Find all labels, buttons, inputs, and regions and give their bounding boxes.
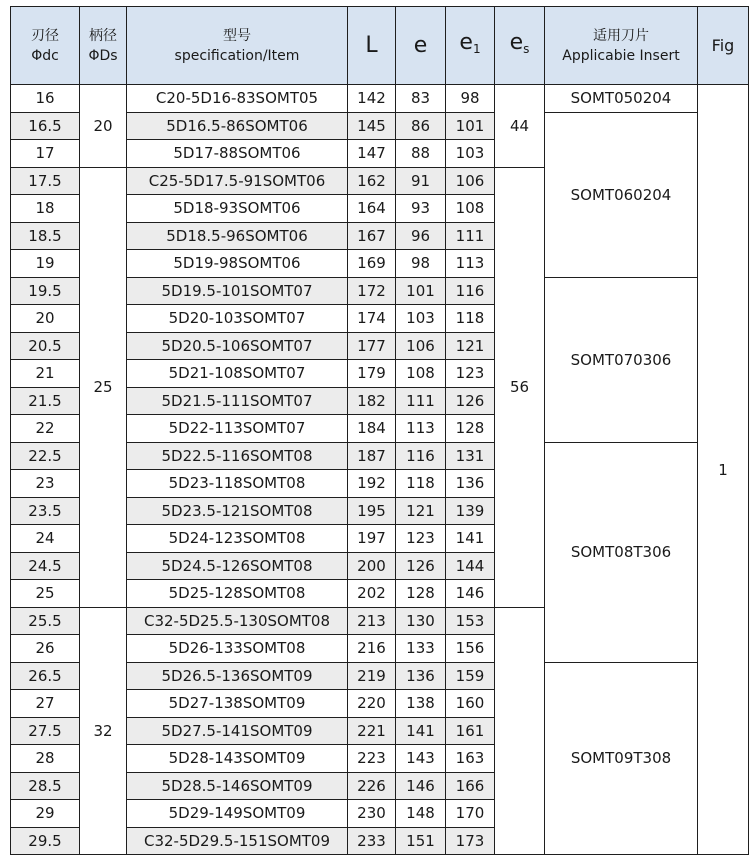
cell-specification: 5D22-113SOMT07 xyxy=(127,415,348,443)
cell-length: 179 xyxy=(348,360,396,388)
cell-e1: 161 xyxy=(446,717,495,745)
cell-e: 148 xyxy=(396,800,446,828)
cell-length: 187 xyxy=(348,442,396,470)
cell-e1: 160 xyxy=(446,690,495,718)
cell-specification: 5D29-149SOMT09 xyxy=(127,800,348,828)
cell-specification: 5D25-128SOMT08 xyxy=(127,580,348,608)
cell-length: 177 xyxy=(348,332,396,360)
cell-length: 200 xyxy=(348,552,396,580)
cell-cutting-diameter: 20.5 xyxy=(11,332,80,360)
cell-cutting-diameter: 27.5 xyxy=(11,717,80,745)
cell-length: 213 xyxy=(348,607,396,635)
cell-e1: 163 xyxy=(446,745,495,773)
cell-specification: 5D16.5-86SOMT06 xyxy=(127,112,348,140)
cell-e: 103 xyxy=(396,305,446,333)
cell-specification: 5D24.5-126SOMT08 xyxy=(127,552,348,580)
cell-cutting-diameter: 25 xyxy=(11,580,80,608)
cell-e1: 159 xyxy=(446,662,495,690)
header-es: $e_s$ xyxy=(495,7,545,85)
cell-e: 96 xyxy=(396,222,446,250)
cell-e: 126 xyxy=(396,552,446,580)
cell-cutting-diameter: 16.5 xyxy=(11,112,80,140)
cell-e: 116 xyxy=(396,442,446,470)
cell-e: 101 xyxy=(396,277,446,305)
cell-specification: 5D22.5-116SOMT08 xyxy=(127,442,348,470)
cell-e1: 121 xyxy=(446,332,495,360)
cell-applicable-insert: SOMT09T308 xyxy=(545,662,698,855)
table-header xyxy=(11,7,749,85)
cell-e1: 146 xyxy=(446,580,495,608)
cell-cutting-diameter: 17.5 xyxy=(11,167,80,195)
cell-e: 106 xyxy=(396,332,446,360)
cell-e1: 108 xyxy=(446,195,495,223)
header-specification: 型号 specification/Item xyxy=(127,7,348,85)
cell-specification: 5D28-143SOMT09 xyxy=(127,745,348,773)
cell-cutting-diameter: 26.5 xyxy=(11,662,80,690)
cell-e: 93 xyxy=(396,195,446,223)
cell-specification: C25-5D17.5-91SOMT06 xyxy=(127,167,348,195)
cell-specification: 5D19-98SOMT06 xyxy=(127,250,348,278)
cell-length: 145 xyxy=(348,112,396,140)
cell-es: 44 xyxy=(495,85,545,168)
cell-specification: 5D19.5-101SOMT07 xyxy=(127,277,348,305)
cell-cutting-diameter: 28.5 xyxy=(11,772,80,800)
cell-cutting-diameter: 19 xyxy=(11,250,80,278)
cell-e1: 123 xyxy=(446,360,495,388)
cell-cutting-diameter: 18 xyxy=(11,195,80,223)
cell-e: 151 xyxy=(396,827,446,855)
cell-es xyxy=(495,607,545,855)
cell-e: 83 xyxy=(396,85,446,113)
header-applicable-insert: 适用刀片 Applicabie Insert xyxy=(545,7,698,85)
cell-length: 219 xyxy=(348,662,396,690)
cell-cutting-diameter: 23.5 xyxy=(11,497,80,525)
cell-length: 174 xyxy=(348,305,396,333)
cell-length: 223 xyxy=(348,745,396,773)
cell-applicable-insert: SOMT070306 xyxy=(545,277,698,442)
cell-specification: 5D20.5-106SOMT07 xyxy=(127,332,348,360)
cell-e1: 139 xyxy=(446,497,495,525)
cell-specification: 5D23-118SOMT08 xyxy=(127,470,348,498)
cell-e1: 166 xyxy=(446,772,495,800)
cell-length: 147 xyxy=(348,140,396,168)
cell-cutting-diameter: 20 xyxy=(11,305,80,333)
cell-length: 226 xyxy=(348,772,396,800)
cell-length: 202 xyxy=(348,580,396,608)
cell-length: 197 xyxy=(348,525,396,553)
cell-length: 164 xyxy=(348,195,396,223)
header-shank-diameter: 柄径 ΦDs xyxy=(80,7,127,85)
cell-e1: 113 xyxy=(446,250,495,278)
cell-length: 192 xyxy=(348,470,396,498)
cell-length: 221 xyxy=(348,717,396,745)
cell-cutting-diameter: 28 xyxy=(11,745,80,773)
cell-e: 128 xyxy=(396,580,446,608)
cell-length: 220 xyxy=(348,690,396,718)
cell-specification: C32-5D29.5-151SOMT09 xyxy=(127,827,348,855)
cell-e1: 103 xyxy=(446,140,495,168)
cell-length: 142 xyxy=(348,85,396,113)
cell-e: 108 xyxy=(396,360,446,388)
cell-es: 56 xyxy=(495,167,545,607)
header-length: L xyxy=(348,7,396,85)
cell-e: 133 xyxy=(396,635,446,663)
cell-applicable-insert: SOMT050204 xyxy=(545,85,698,113)
cell-specification: 5D27-138SOMT09 xyxy=(127,690,348,718)
cell-e: 88 xyxy=(396,140,446,168)
cell-e1: 131 xyxy=(446,442,495,470)
cell-e1: 144 xyxy=(446,552,495,580)
cell-length: 182 xyxy=(348,387,396,415)
header-e1: $e_1$ xyxy=(446,7,495,85)
cell-cutting-diameter: 23 xyxy=(11,470,80,498)
cell-e1: 170 xyxy=(446,800,495,828)
table-row xyxy=(11,85,749,113)
cell-cutting-diameter: 21.5 xyxy=(11,387,80,415)
header-e: e xyxy=(396,7,446,85)
cell-shank-diameter: 25 xyxy=(80,167,127,607)
cell-specification: 5D21.5-111SOMT07 xyxy=(127,387,348,415)
cell-length: 230 xyxy=(348,800,396,828)
cell-e: 118 xyxy=(396,470,446,498)
cell-e1: 98 xyxy=(446,85,495,113)
cell-e1: 111 xyxy=(446,222,495,250)
cell-length: 195 xyxy=(348,497,396,525)
table-body xyxy=(11,85,749,855)
cell-cutting-diameter: 22 xyxy=(11,415,80,443)
cell-e1: 153 xyxy=(446,607,495,635)
cell-e: 98 xyxy=(396,250,446,278)
cell-e: 141 xyxy=(396,717,446,745)
cell-e: 111 xyxy=(396,387,446,415)
cell-e1: 101 xyxy=(446,112,495,140)
cell-specification: 5D20-103SOMT07 xyxy=(127,305,348,333)
cell-length: 167 xyxy=(348,222,396,250)
cell-e1: 106 xyxy=(446,167,495,195)
cell-cutting-diameter: 27 xyxy=(11,690,80,718)
cell-specification: 5D27.5-141SOMT09 xyxy=(127,717,348,745)
cell-e: 130 xyxy=(396,607,446,635)
spec-table xyxy=(10,6,749,855)
cell-applicable-insert: SOMT060204 xyxy=(545,112,698,277)
cell-cutting-diameter: 24.5 xyxy=(11,552,80,580)
cell-cutting-diameter: 17 xyxy=(11,140,80,168)
cell-specification: 5D17-88SOMT06 xyxy=(127,140,348,168)
cell-e: 86 xyxy=(396,112,446,140)
cell-cutting-diameter: 16 xyxy=(11,85,80,113)
cell-e1: 128 xyxy=(446,415,495,443)
cell-length: 184 xyxy=(348,415,396,443)
cell-applicable-insert: SOMT08T306 xyxy=(545,442,698,662)
cell-specification: 5D18-93SOMT06 xyxy=(127,195,348,223)
cell-e1: 156 xyxy=(446,635,495,663)
cell-specification: 5D23.5-121SOMT08 xyxy=(127,497,348,525)
cell-cutting-diameter: 21 xyxy=(11,360,80,388)
cell-shank-diameter: 20 xyxy=(80,85,127,168)
cell-specification: 5D18.5-96SOMT06 xyxy=(127,222,348,250)
cell-e: 113 xyxy=(396,415,446,443)
cell-e: 143 xyxy=(396,745,446,773)
cell-e1: 116 xyxy=(446,277,495,305)
cell-e: 146 xyxy=(396,772,446,800)
cell-cutting-diameter: 24 xyxy=(11,525,80,553)
cell-e1: 141 xyxy=(446,525,495,553)
cell-cutting-diameter: 18.5 xyxy=(11,222,80,250)
cell-length: 233 xyxy=(348,827,396,855)
cell-shank-diameter: 32 xyxy=(80,607,127,855)
cell-length: 172 xyxy=(348,277,396,305)
cell-length: 162 xyxy=(348,167,396,195)
cell-cutting-diameter: 29 xyxy=(11,800,80,828)
cell-e: 138 xyxy=(396,690,446,718)
cell-specification: C32-5D25.5-130SOMT08 xyxy=(127,607,348,635)
cell-cutting-diameter: 22.5 xyxy=(11,442,80,470)
cell-cutting-diameter: 25.5 xyxy=(11,607,80,635)
cell-cutting-diameter: 19.5 xyxy=(11,277,80,305)
header-fig: Fig xyxy=(698,7,749,85)
cell-length: 216 xyxy=(348,635,396,663)
cell-length: 169 xyxy=(348,250,396,278)
cell-cutting-diameter: 29.5 xyxy=(11,827,80,855)
cell-e: 91 xyxy=(396,167,446,195)
cell-specification: 5D26-133SOMT08 xyxy=(127,635,348,663)
cell-specification: 5D24-123SOMT08 xyxy=(127,525,348,553)
header-cutting-diameter: 刃径 Φdc xyxy=(11,7,80,85)
cell-e: 123 xyxy=(396,525,446,553)
cell-e1: 136 xyxy=(446,470,495,498)
cell-fig: 1 xyxy=(698,85,749,855)
cell-specification: 5D21-108SOMT07 xyxy=(127,360,348,388)
cell-specification: 5D26.5-136SOMT09 xyxy=(127,662,348,690)
cell-specification: C20-5D16-83SOMT05 xyxy=(127,85,348,113)
cell-e1: 173 xyxy=(446,827,495,855)
cell-e: 121 xyxy=(396,497,446,525)
cell-e1: 118 xyxy=(446,305,495,333)
cell-e: 136 xyxy=(396,662,446,690)
cell-specification: 5D28.5-146SOMT09 xyxy=(127,772,348,800)
cell-cutting-diameter: 26 xyxy=(11,635,80,663)
cell-e1: 126 xyxy=(446,387,495,415)
